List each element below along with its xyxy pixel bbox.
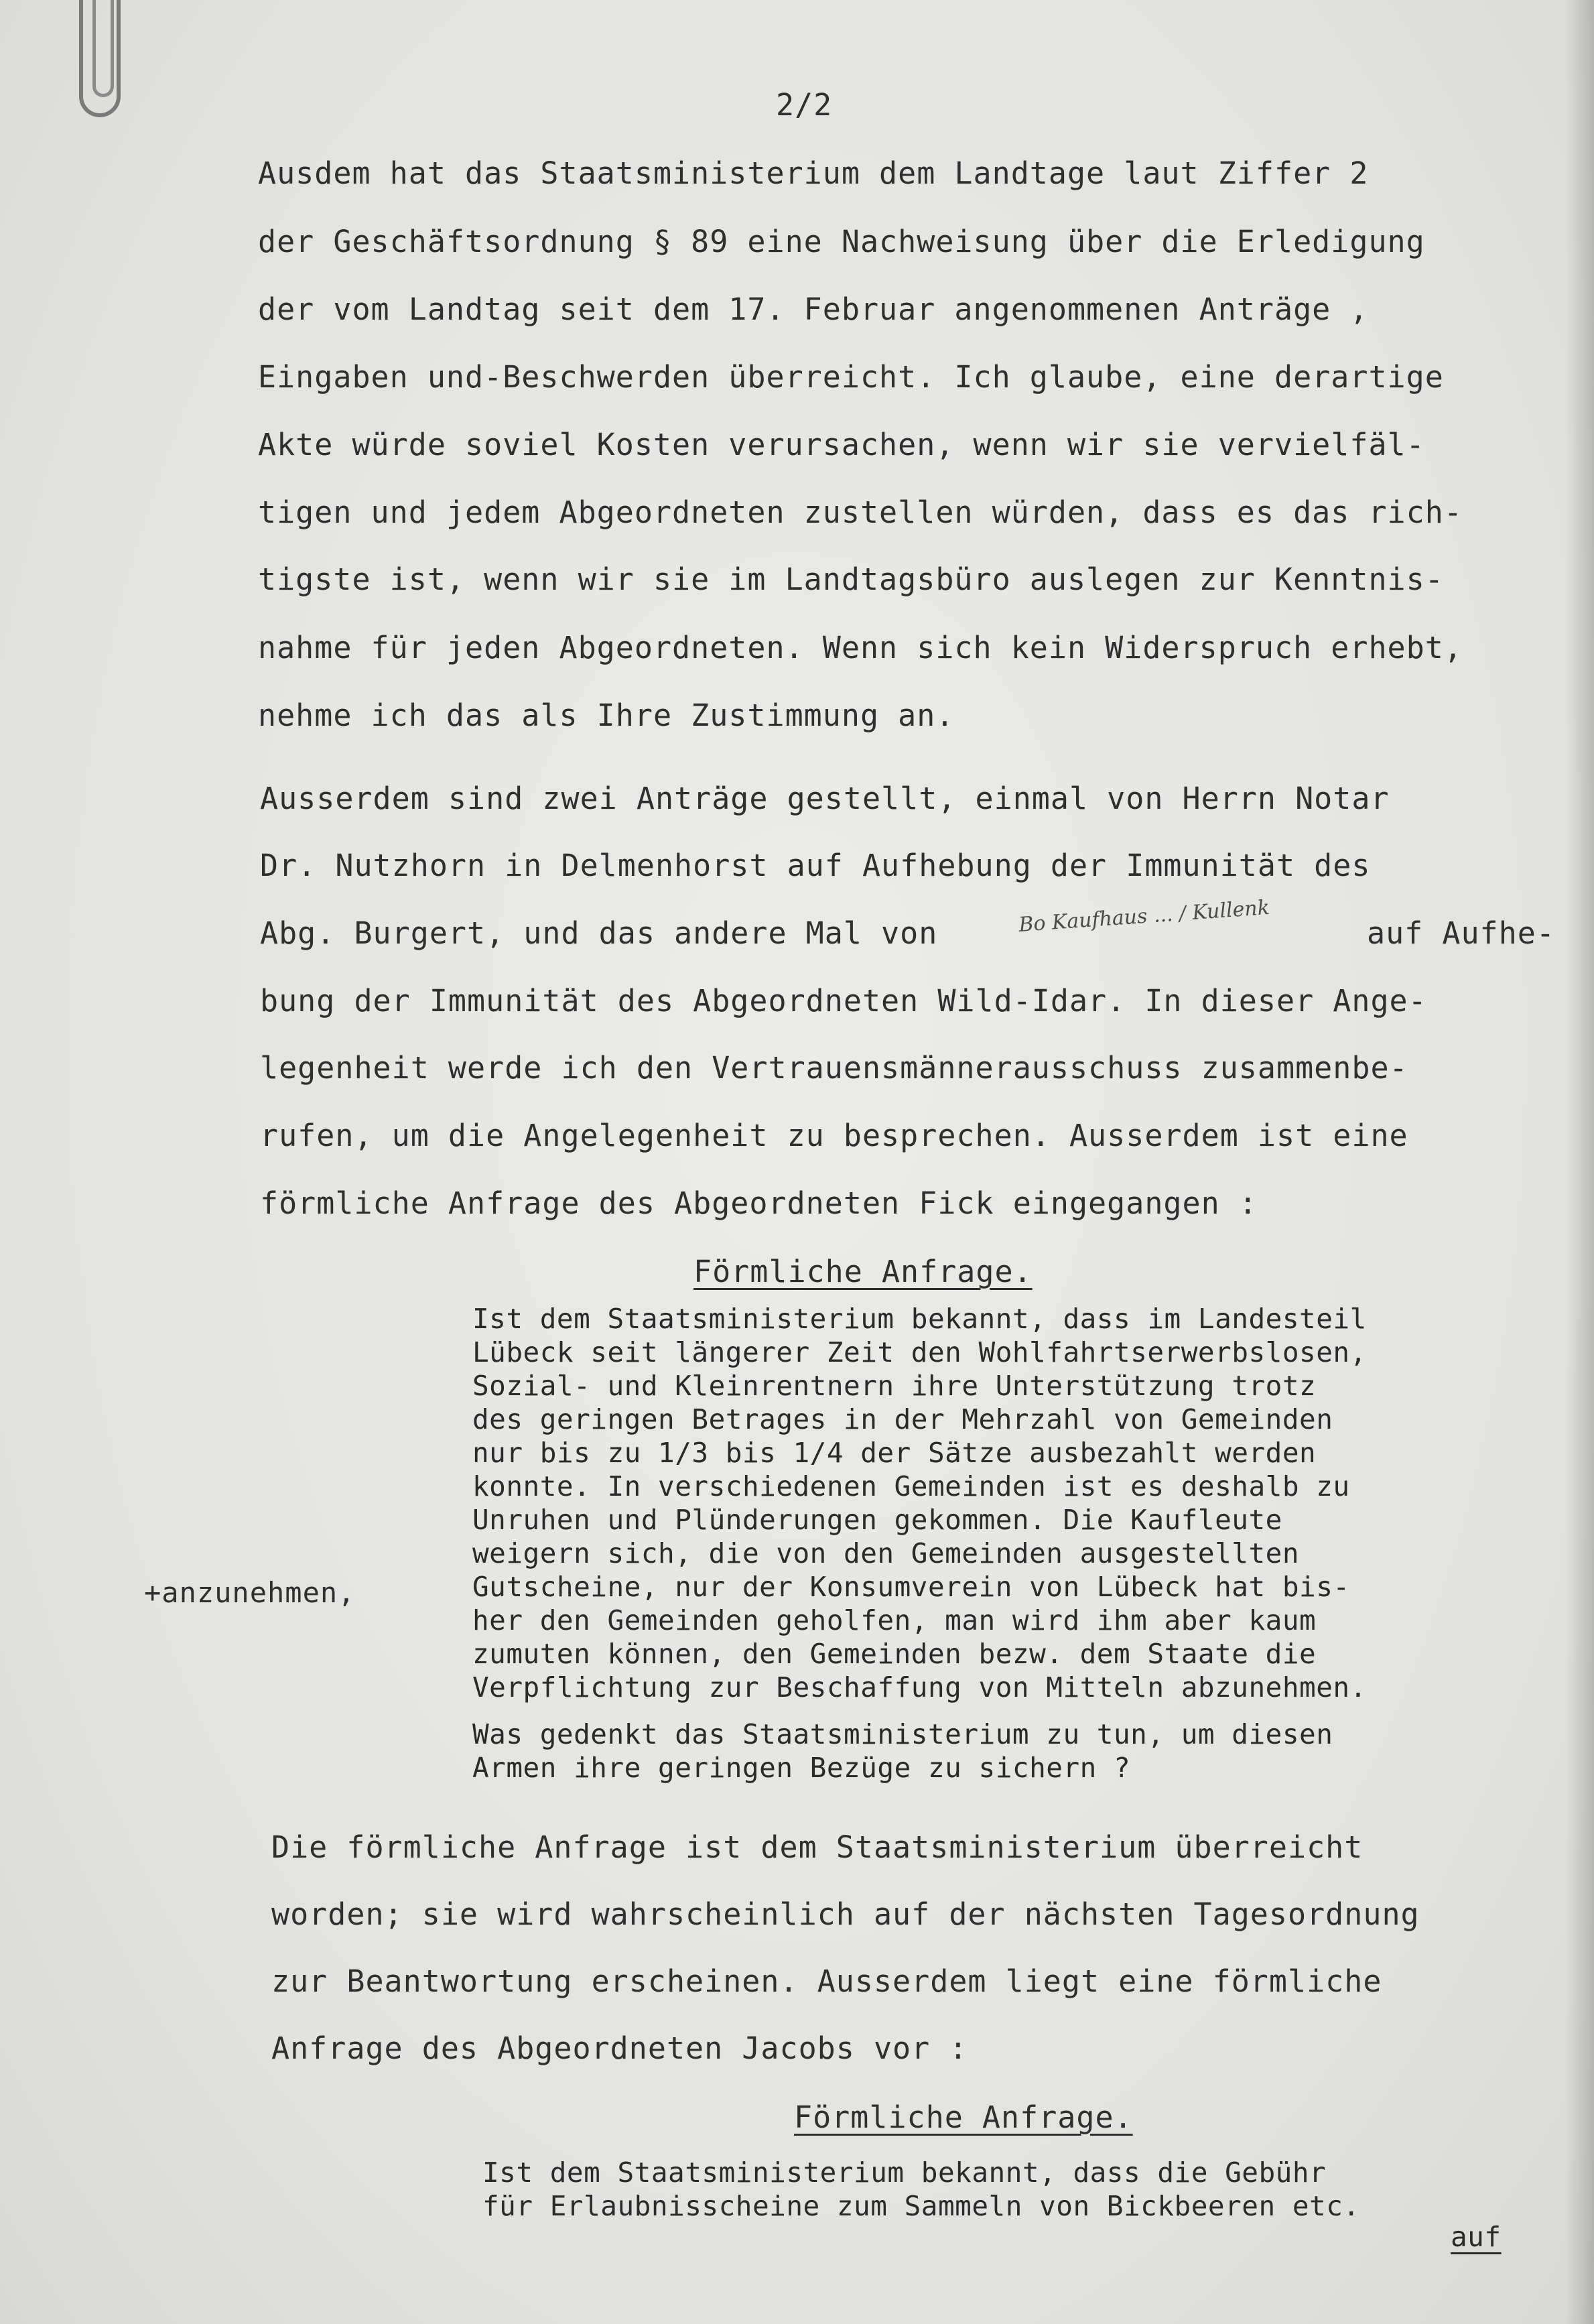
section-heading: Förmliche Anfrage.: [693, 1254, 1033, 1289]
text-line: Die förmliche Anfrage ist dem Staatsministerium überreicht: [271, 1829, 1364, 1865]
text-line: Was gedenkt das Staatsministerium zu tun, um diesen: [472, 1718, 1333, 1750]
paper-clip-icon: [79, 0, 121, 117]
text-line: konnte. In verschiedenen Gemeinden ist es deshalb zu: [472, 1470, 1350, 1502]
text-line: Unruhen und Plünderungen gekommen. Die Kaufleute: [472, 1504, 1282, 1536]
text-line: Verpflichtung zur Beschaffung von Mitteln abzunehmen.: [472, 1671, 1367, 1703]
text-line: Armen ihre geringen Bezüge zu sichern ?: [472, 1752, 1131, 1784]
text-line: Sozial- und Kleinrentnern ihre Unterstützung trotz: [472, 1370, 1317, 1402]
text-line: worden; sie wird wahrscheinlich auf der nächsten Tagesordnung: [271, 1896, 1420, 1932]
text-line: zur Beantwortung erscheinen. Ausserdem liegt eine förmliche: [271, 1963, 1382, 1999]
text-line: tigen und jedem Abgeordneten zustellen würden, dass es das rich-: [258, 495, 1463, 530]
text-line: Akte würde soviel Kosten verursachen, wenn wir sie vervielfäl-: [258, 427, 1425, 462]
text-line: nehme ich das als Ihre Zustimmung an.: [258, 698, 955, 733]
text-line: des geringen Betrages in der Mehrzahl von Gemeinden: [472, 1403, 1333, 1435]
text-line: tigste ist, wenn wir sie im Landtagsbüro auslegen zur Kenntnis-: [258, 562, 1444, 597]
text-line: Anfrage des Abgeordneten Jacobs vor :: [271, 2030, 968, 2066]
text-line: Dr. Nutzhorn in Delmenhorst auf Aufhebung der Immunität des: [260, 848, 1371, 883]
text-line: der Geschäftsordnung § 89 eine Nachweisung über die Erledigung: [258, 224, 1425, 259]
text-line: Ist dem Staatsministerium bekannt, dass die Gebühr: [482, 2156, 1327, 2189]
text-line: der vom Landtag seit dem 17. Februar angenommenen Anträge ,: [258, 292, 1369, 327]
text-line: Lübeck seit längerer Zeit den Wohlfahrtserwerbslosen,: [472, 1336, 1367, 1368]
page-number: 2/2: [776, 87, 833, 123]
text-line: Ist dem Staatsministerium bekannt, dass im Landesteil: [472, 1303, 1367, 1335]
text-line: her den Gemeinden geholfen, man wird ihm aber kaum: [472, 1604, 1317, 1636]
text-line: nahme für jeden Abgeordneten. Wenn sich kein Widerspruch erhebt,: [258, 630, 1463, 665]
text-line: Ausserdem sind zwei Anträge gestellt, einmal von Herrn Notar: [260, 781, 1390, 816]
text-line: legenheit werde ich den Vertrauensmännerausschuss zusammenbe-: [260, 1050, 1408, 1086]
handwritten-insert: Bo Kaufhaus ... / Kullenk: [1018, 895, 1270, 938]
text-line: für Erlaubnisscheine zum Sammeln von Bickbeeren etc.: [482, 2190, 1360, 2222]
page-edge-shadow: [1565, 0, 1594, 2324]
text-line: bung der Immunität des Abgeordneten Wild-Idar. In dieser Ange-: [260, 983, 1427, 1019]
text-line: Gutscheine, nur der Konsumverein von Lübeck hat bis-: [472, 1571, 1350, 1603]
text-line: Eingaben und-Beschwerden überreicht. Ich glaube, eine derartige: [258, 359, 1444, 395]
catchword: auf: [1451, 2221, 1502, 2253]
text-line: rufen, um die Angelegenheit zu besprechen. Ausserdem ist eine: [260, 1118, 1408, 1153]
text-line: Ausdem hat das Staatsministerium dem Landtage laut Ziffer 2: [258, 155, 1369, 191]
text-line: Abg. Burgert, und das andere Mal von: [260, 915, 938, 951]
text-line: zumuten können, den Gemeinden bezw. dem Staate die: [472, 1638, 1317, 1670]
text-line: nur bis zu 1/3 bis 1/4 der Sätze ausbezahlt werden: [472, 1437, 1317, 1469]
text-line: auf Aufhe-: [1367, 915, 1555, 951]
section-heading: Förmliche Anfrage.: [794, 2100, 1133, 2135]
margin-note: +anzunehmen,: [144, 1576, 356, 1609]
text-line: förmliche Anfrage des Abgeordneten Fick eingegangen :: [260, 1185, 1258, 1221]
text-line: weigern sich, die von den Gemeinden ausgestellten: [472, 1537, 1300, 1569]
